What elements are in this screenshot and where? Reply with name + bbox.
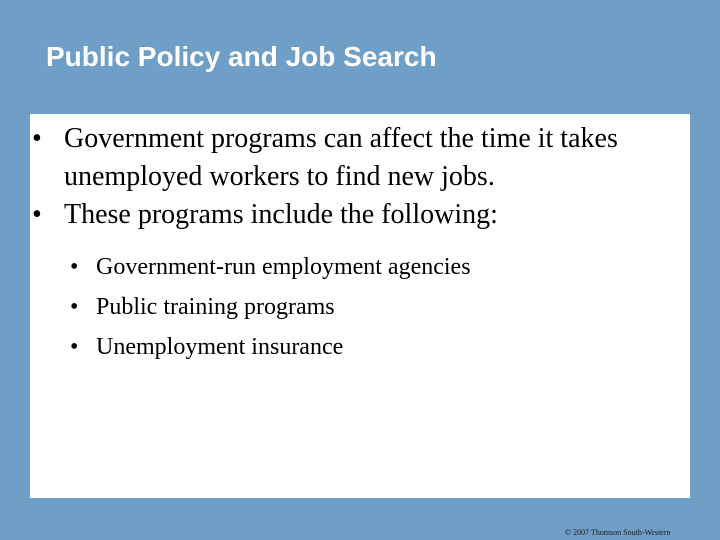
sub-bullet-list <box>70 247 670 367</box>
bullet-marker: • <box>70 294 79 320</box>
sub-bullet-item <box>70 327 670 367</box>
sub-bullet-text: Government-run employment agencies <box>96 254 471 280</box>
main-bullet-item <box>30 120 690 196</box>
sub-bullet-item <box>70 287 670 327</box>
sub-bullet-text: Public training programs <box>96 294 335 320</box>
content-box <box>30 114 690 498</box>
main-bullet-text: Government programs can affect the time it takes unemployed workers to find new jobs. <box>64 123 618 192</box>
sub-bullet-item <box>70 247 670 287</box>
bullet-marker: • <box>32 123 42 154</box>
bullet-marker: • <box>70 254 79 280</box>
sub-bullet-text: Unemployment insurance <box>96 334 344 360</box>
main-bullet-list <box>30 120 690 234</box>
slide-title: Public Policy and Job Search <box>46 41 437 72</box>
copyright-notice: © 2007 Thomson South-Western <box>565 528 671 537</box>
bullet-marker: • <box>70 334 79 360</box>
bullet-marker: • <box>32 199 42 230</box>
main-bullet-text: These programs include the following: <box>64 199 498 230</box>
main-bullet-item <box>30 196 690 234</box>
